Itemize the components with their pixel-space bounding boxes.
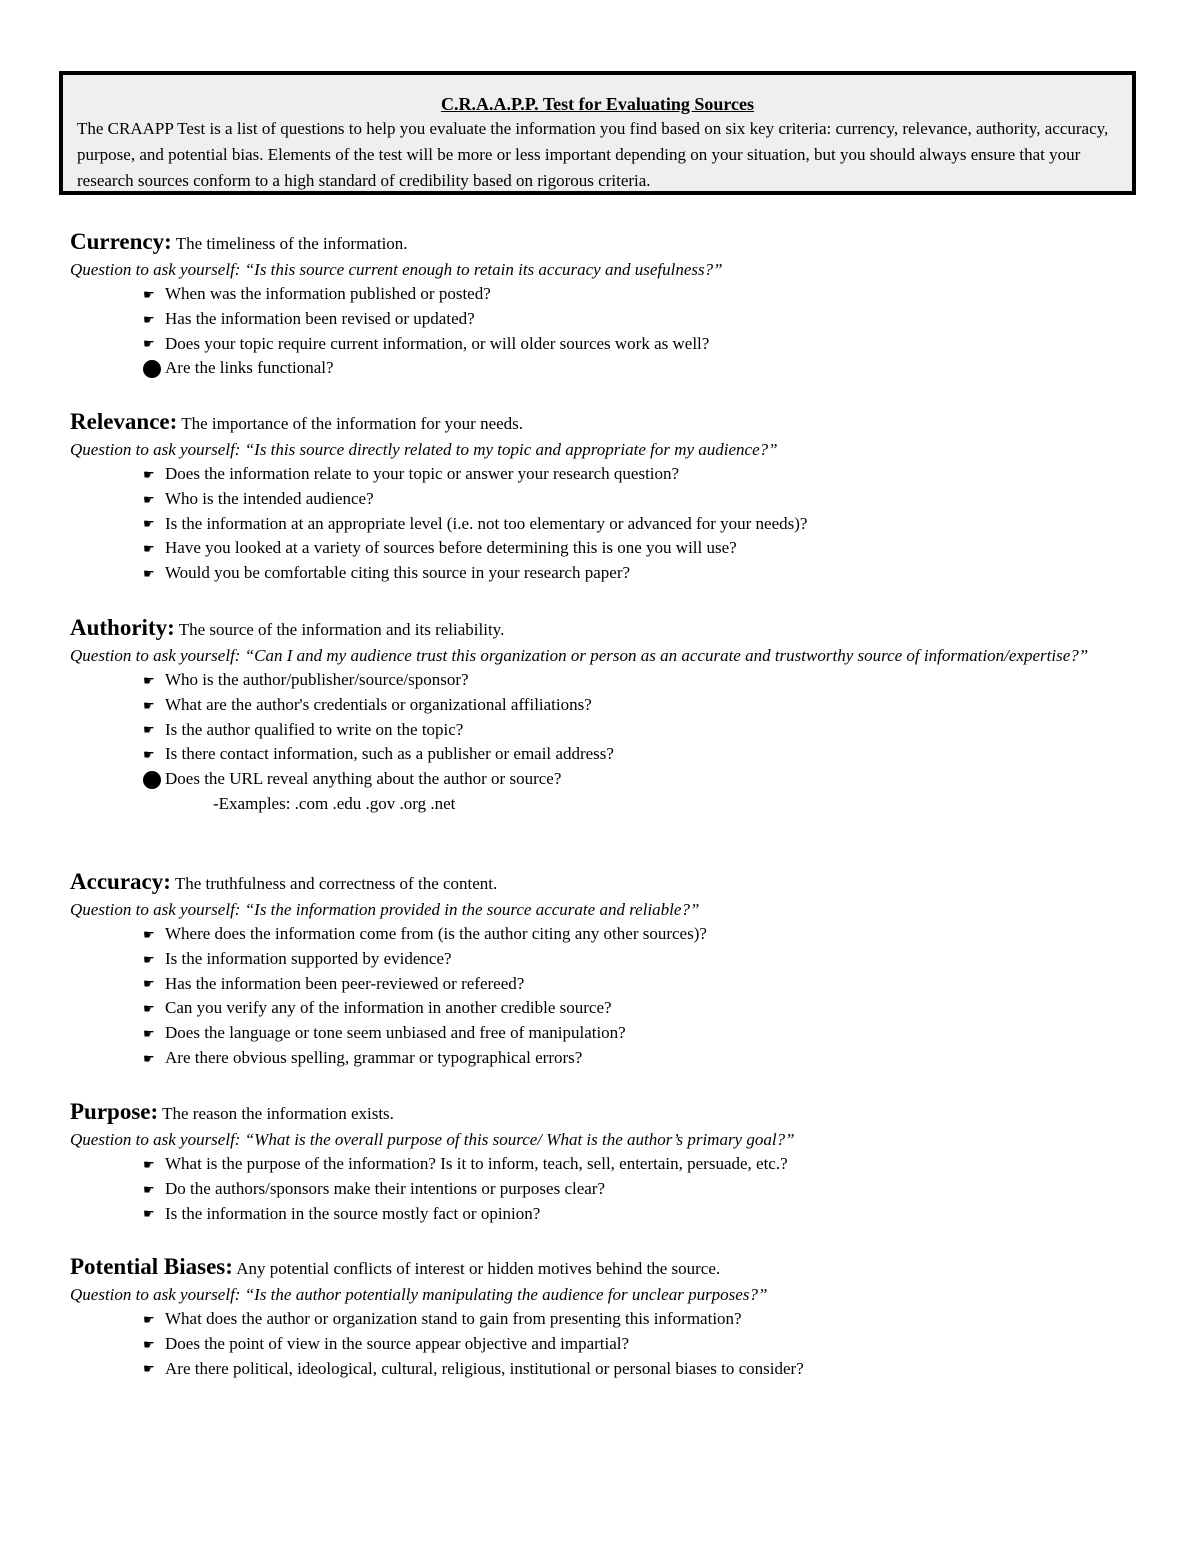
section-name: Authority:	[70, 615, 175, 640]
pointing-hand-icon: ☛	[143, 722, 155, 738]
question-text: “Is the author potentially manipulating the audience for unclear purposes?”	[244, 1285, 768, 1304]
pointing-hand-icon: ☛	[143, 976, 155, 992]
list-item: ☛ Where does the information come from (is the author citing any other sources)?	[143, 924, 707, 943]
list-item: ☛ Does the language or tone seem unbiased and free of manipulation?	[143, 1023, 626, 1043]
section-definition: The importance of the information for your needs.	[181, 414, 524, 433]
criteria-list	[70, 462, 1150, 586]
question-text: “Is the information provided in the source accurate and reliable?”	[244, 900, 700, 919]
question-text: “Can I and my audience trust this organization or person as an accurate and trustworthy source of information/expertise?”	[244, 646, 1089, 665]
question-label: Question to ask yourself:	[70, 260, 241, 279]
pointing-hand-icon: ☛	[143, 1001, 155, 1017]
section-question	[70, 437, 1150, 462]
pointing-hand-icon: ☛	[143, 541, 155, 557]
question-label: Question to ask yourself:	[70, 1285, 241, 1304]
section-name: Currency:	[70, 229, 172, 254]
list-item: ☛ Have you looked at a variety of sources before determining this is one you will use?	[143, 538, 737, 558]
intro-box	[59, 71, 1136, 195]
list-item: ☛ Has the information been peer-reviewed or refereed?	[143, 973, 525, 993]
section-name: Accuracy:	[70, 869, 171, 894]
section-question	[70, 257, 1150, 282]
list-item: ☛ What is the purpose of the information? Is it to inform, teach, sell, entertain, persuade, etc.?	[143, 1154, 788, 1173]
section-question	[70, 643, 1150, 668]
section-definition: The timeliness of the information.	[175, 234, 408, 253]
pointing-hand-icon: ☛	[143, 951, 155, 967]
list-item: ☛ Is the author qualified to write on the topic?	[143, 719, 464, 739]
list-item: ☛ What does the author or organization stand to gain from presenting this information?	[143, 1309, 742, 1328]
list-item: ☛ Is there contact information, such as a publisher or email address?	[143, 744, 614, 764]
list-item: ☛ Do the authors/sponsors make their intentions or purposes clear?	[143, 1178, 606, 1198]
section-name: Relevance:	[70, 409, 178, 434]
pointing-hand-icon: ☛	[143, 1050, 155, 1066]
section-name: Purpose:	[70, 1099, 159, 1124]
list-item: ☛ Who is the intended audience?	[143, 488, 374, 508]
pointing-hand-icon: ☛	[143, 1336, 155, 1352]
section-authority	[70, 615, 1150, 817]
list-item: ☛ Does your topic require current information, or will older sources work as well?	[143, 333, 710, 353]
section-question	[70, 1127, 1150, 1152]
pointing-hand-icon: ☛	[143, 1156, 155, 1172]
question-text: “What is the overall purpose of this source/ What is the author’s primary goal?”	[244, 1130, 795, 1149]
section-name: Potential Biases:	[70, 1254, 233, 1279]
section-purpose	[70, 1099, 1150, 1226]
list-item: ☛ Are there obvious spelling, grammar or typographical errors?	[143, 1047, 583, 1067]
list-item: ☛ Who is the author/publisher/source/sponsor?	[143, 670, 469, 689]
question-text: “Is this source current enough to retain its accuracy and usefulness?”	[244, 260, 723, 279]
section-heading	[70, 615, 1150, 643]
intro-paragraph: The CRAAPP Test is a list of questions to help you evaluate the information you find based on six key criteria: currency, relevance, authority, accuracy, purpose, and potential bias. Elements of the test will be more or less important depending on your situation, but you should always ensure that your research sources conform to a high standard of credibility based on rigorous criteria.	[77, 119, 1109, 190]
list-item: ☛ Does the information relate to your topic or answer your research question?	[143, 464, 680, 483]
filled-circle-icon	[143, 771, 161, 789]
pointing-hand-icon: ☛	[143, 1311, 155, 1327]
section-definition: The truthfulness and correctness of the content.	[174, 874, 498, 893]
list-item: Are the links functional?	[143, 356, 1150, 381]
criteria-list	[70, 282, 1150, 381]
pointing-hand-icon: ☛	[143, 311, 155, 327]
section-potential-biases	[70, 1254, 1150, 1381]
document-title: C.R.A.A.P.P. Test for Evaluating Sources	[440, 94, 755, 114]
pointing-hand-icon: ☛	[143, 1181, 155, 1197]
list-item: ☛ Is the information supported by evidence?	[143, 948, 452, 968]
criteria-list	[70, 922, 1150, 1071]
pointing-hand-icon: ☛	[143, 672, 155, 688]
list-item: ☛ Is the information in the source mostly fact or opinion?	[143, 1203, 541, 1223]
pointing-hand-icon: ☛	[143, 697, 155, 713]
list-item: Does the URL reveal anything about the author or source?	[143, 767, 1150, 792]
section-currency	[70, 229, 1150, 381]
pointing-hand-icon: ☛	[143, 466, 155, 482]
section-heading	[70, 229, 1150, 257]
filled-circle-icon	[143, 360, 161, 378]
question-label: Question to ask yourself:	[70, 900, 241, 919]
criteria-list	[70, 1307, 1150, 1381]
list-item: ☛ Can you verify any of the information in another credible source?	[143, 998, 612, 1018]
list-item: ☛ What are the author's credentials or organizational affiliations?	[143, 694, 592, 714]
pointing-hand-icon: ☛	[143, 1026, 155, 1042]
section-heading	[70, 1099, 1150, 1127]
criteria-list	[70, 668, 1150, 792]
list-item: ☛ Would you be comfortable citing this source in your research paper?	[143, 563, 631, 583]
pointing-hand-icon: ☛	[143, 747, 155, 763]
pointing-hand-icon: ☛	[143, 286, 155, 302]
question-label: Question to ask yourself:	[70, 1130, 241, 1149]
section-heading	[70, 1254, 1150, 1282]
pointing-hand-icon: ☛	[143, 516, 155, 532]
section-heading	[70, 409, 1150, 437]
pointing-hand-icon: ☛	[143, 926, 155, 942]
section-definition: The reason the information exists.	[162, 1104, 394, 1123]
pointing-hand-icon: ☛	[143, 491, 155, 507]
section-heading	[70, 869, 1150, 897]
url-examples: -Examples: .com .edu .gov .org .net	[213, 793, 456, 813]
section-accuracy	[70, 869, 1150, 1071]
section-relevance	[70, 409, 1150, 586]
section-definition: The source of the information and its reliability.	[178, 620, 505, 639]
pointing-hand-icon: ☛	[143, 336, 155, 352]
section-question	[70, 1282, 1150, 1307]
pointing-hand-icon: ☛	[143, 1361, 155, 1377]
question-text: “Is this source directly related to my topic and appropriate for my audience?”	[244, 440, 778, 459]
list-item: ☛ Does the point of view in the source appear objective and impartial?	[143, 1333, 630, 1353]
list-item: ☛ When was the information published or posted?	[143, 284, 491, 303]
pointing-hand-icon: ☛	[143, 1206, 155, 1222]
question-label: Question to ask yourself:	[70, 646, 241, 665]
section-definition: Any potential conflicts of interest or hidden motives behind the source.	[236, 1259, 721, 1278]
list-item: ☛ Has the information been revised or updated?	[143, 308, 475, 328]
list-item: ☛ Are there political, ideological, cultural, religious, institutional or personal biases to consider?	[143, 1358, 804, 1378]
pointing-hand-icon: ☛	[143, 566, 155, 582]
criteria-list	[70, 1152, 1150, 1226]
section-question	[70, 897, 1150, 922]
question-label: Question to ask yourself:	[70, 440, 241, 459]
list-item: ☛ Is the information at an appropriate level (i.e. not too elementary or advanced for your needs)?	[143, 513, 808, 533]
